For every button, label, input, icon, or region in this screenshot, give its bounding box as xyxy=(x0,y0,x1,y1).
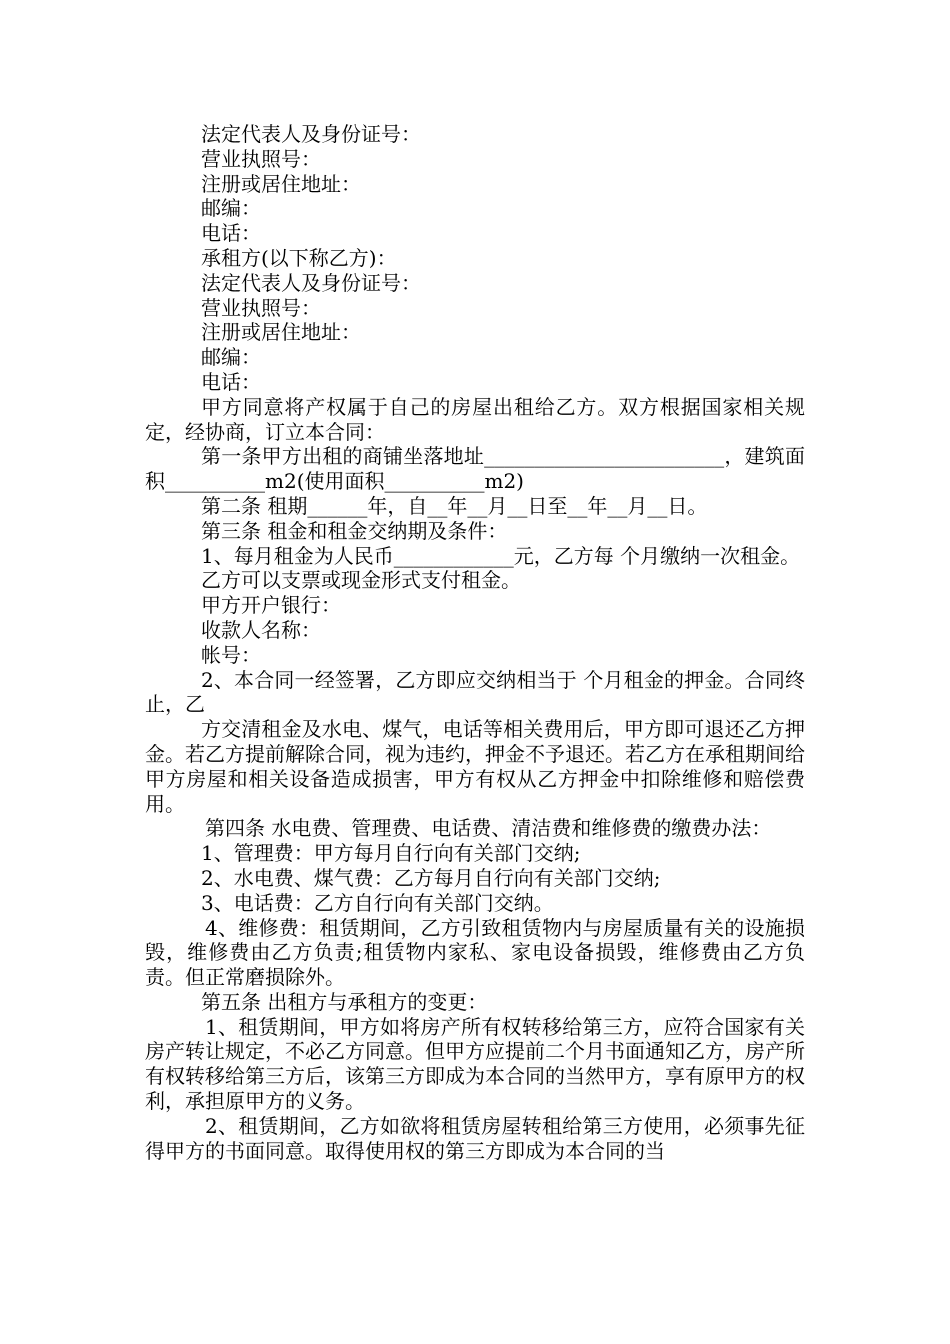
text-line: 帐号： xyxy=(201,642,261,667)
paragraph: 第一条甲方出租的商铺坐落地址________________________，建筑面积__________m2(使用面积__________m2) xyxy=(145,444,805,494)
paragraph: 1、租赁期间，甲方如将房产所有权转移给第三方，应符合国家有关房产转让规定，不必乙方同意。但甲方应提前二个月书面通知乙方，房产所有权转移给第三方后，该第三方即成为本合同的当然甲方，享有原甲方的权利，承担原甲方的义务。 xyxy=(145,1014,805,1114)
text-line: 甲方开户银行： xyxy=(201,593,341,618)
paragraph: 1、每月租金为人民币____________元，乙方每 个月缴纳一次租金。 xyxy=(201,543,801,568)
text-line: 法定代表人及身份证号： xyxy=(201,270,421,295)
text-line: 收款人名称： xyxy=(201,617,321,642)
text-line: 电话： xyxy=(201,221,261,246)
text-line: 邮编： xyxy=(201,196,261,221)
text-line: 法定代表人及身份证号： xyxy=(201,122,421,146)
text-line: 注册或居住地址： xyxy=(201,320,361,345)
text-line: 第五条 出租方与承租方的变更： xyxy=(201,989,488,1014)
text-line: 3、电话费：乙方自行向有关部门交纳。 xyxy=(201,890,554,915)
paragraph: 2、本合同一经签署，乙方即应交纳相当于 个月租金的押金。合同终止，乙 xyxy=(145,667,805,717)
text-line: 第二条 租期______年，自__年__月__日至__年__月__日。 xyxy=(201,493,708,518)
text-line: 邮编： xyxy=(201,345,261,370)
text-line: 2、水电费、煤气费：乙方每月自行向有关部门交纳; xyxy=(201,865,661,890)
paragraph: 第四条 水电费、管理费、电话费、清洁费和维修费的缴费办法： xyxy=(205,816,772,841)
text-line: 营业执照号： xyxy=(201,295,321,320)
text-line: 乙方可以支票或现金形式支付租金。 xyxy=(201,568,521,593)
text-line: 电话： xyxy=(201,369,261,394)
paragraph: 4、维修费：租赁期间，乙方引致租赁物内与房屋质量有关的设施损毁，维修费由乙方负责;租赁物内家私、家电设备损毁，维修费由乙方负责。但正常磨损除外。 xyxy=(145,915,805,990)
paragraph: 甲方同意将产权属于自己的房屋出租给乙方。双方根据国家相关规定，经协商，订立本合同： xyxy=(145,394,805,444)
text-line: 注册或居住地址： xyxy=(201,171,361,196)
paragraph: 方交清租金及水电、煤气，电话等相关费用后，甲方即可退还乙方押金。若乙方提前解除合同，视为违约，押金不予退还。若乙方在承租期间给甲方房屋和相关设备造成损害，甲方有权从乙方押金中扣除维修和赔偿费用。 xyxy=(145,717,805,816)
document-body xyxy=(145,122,805,1163)
text-line: 营业执照号： xyxy=(201,146,321,171)
text-line: 承租方(以下称乙方)： xyxy=(201,245,397,270)
text-line: 1、管理费：甲方每月自行向有关部门交纳; xyxy=(201,841,581,866)
paragraph: 2、租赁期间，乙方如欲将租赁房屋转租给第三方使用，必须事先征得甲方的书面同意。取得使用权的第三方即成为本合同的当 xyxy=(145,1113,805,1163)
text-line: 第三条 租金和租金交纳期及条件： xyxy=(201,518,508,543)
